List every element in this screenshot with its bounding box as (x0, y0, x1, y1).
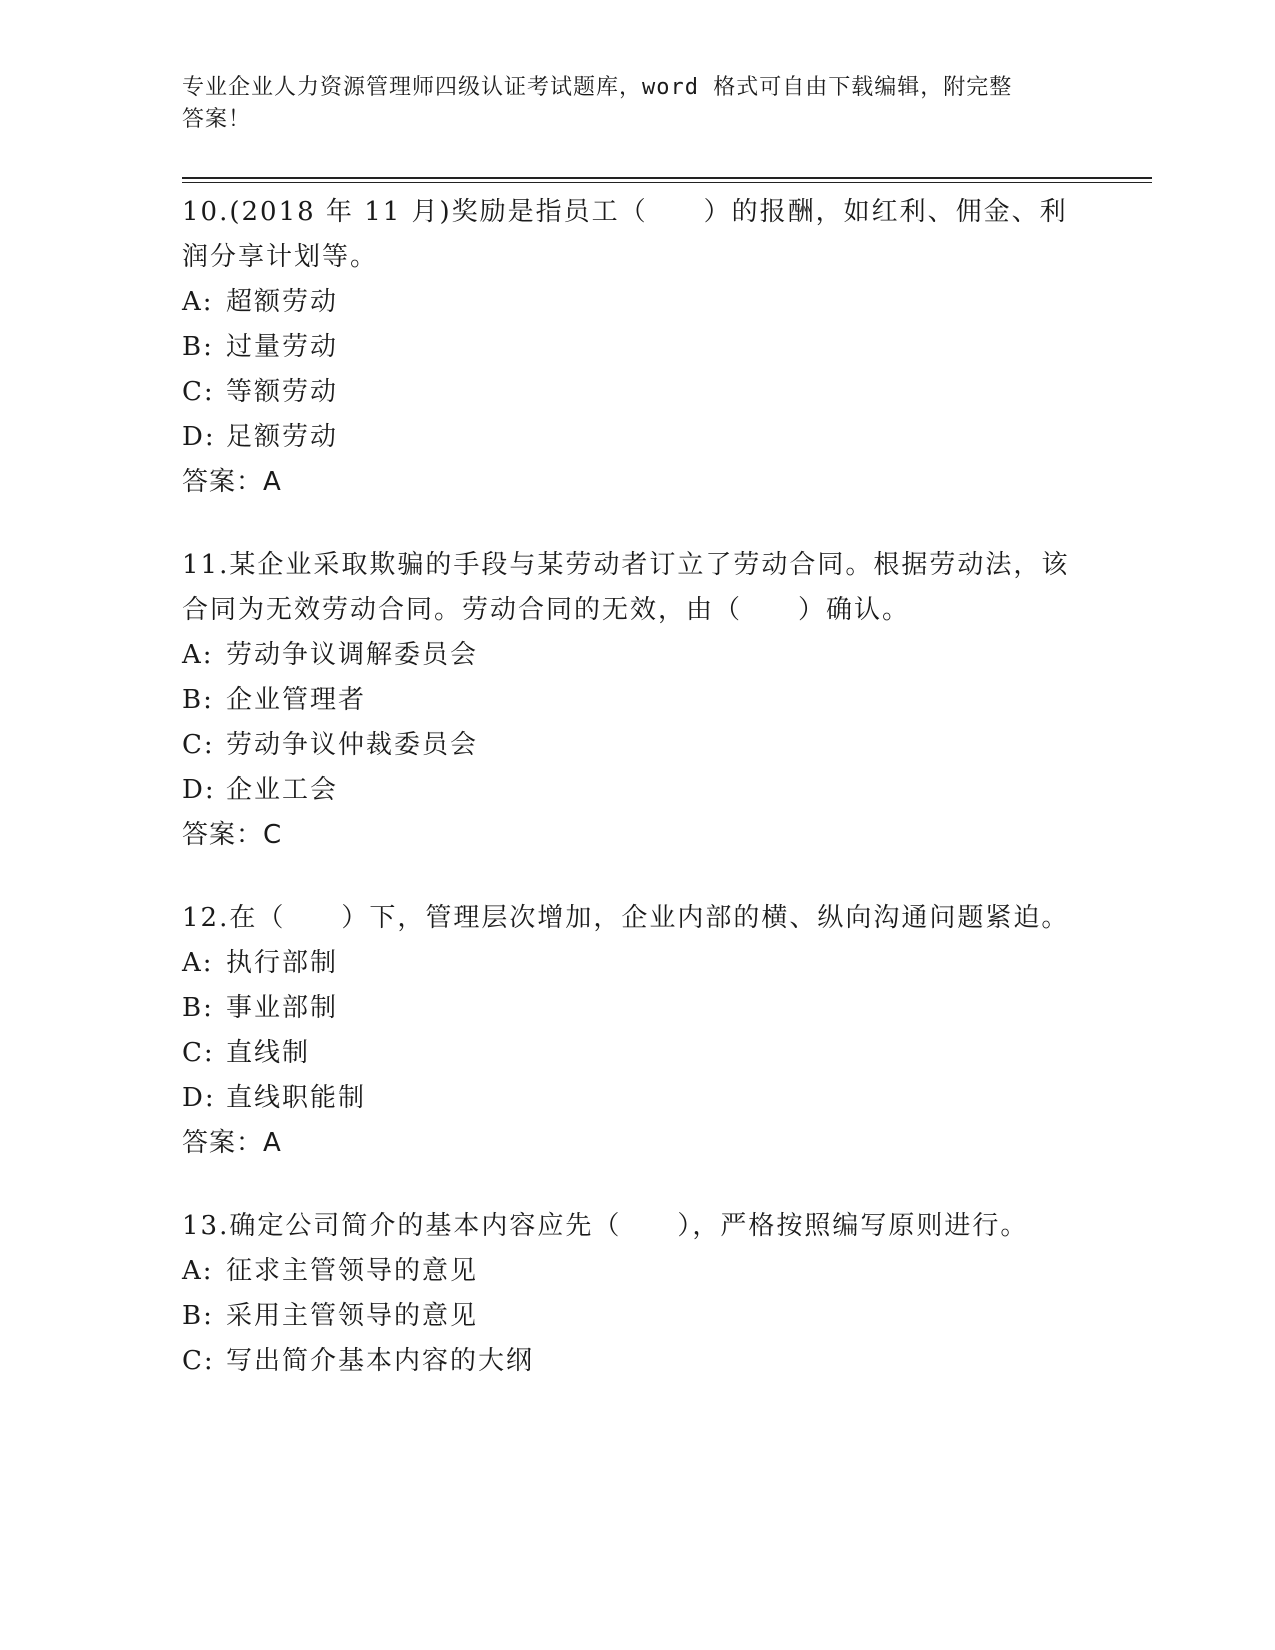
option-letter: D: (182, 1083, 216, 1113)
answer-line: 答案：A (182, 1128, 282, 1158)
question-10 (182, 190, 1082, 505)
option-a (182, 280, 1082, 325)
option-c (182, 723, 1082, 768)
option-letter: C: (182, 377, 215, 407)
option-text: 征求主管领导的意见 (226, 1256, 479, 1286)
option-letter: A: (182, 287, 214, 317)
option-text: 超额劳动 (226, 287, 339, 317)
option-a (182, 633, 1082, 678)
option-text: 等额劳动 (226, 377, 339, 407)
option-d (182, 415, 1082, 460)
header-divider-thin (182, 182, 1152, 183)
header-line-2: 答案！ (182, 107, 252, 132)
option-b (182, 678, 1082, 723)
header-line-1: 专业企业人力资源管理师四级认证考试题库，word 格式可自由下载编辑，附完整 (182, 75, 1013, 100)
option-text: 劳动争议仲裁委员会 (226, 730, 479, 760)
option-letter: A: (182, 1256, 214, 1286)
question-stem: 10.(2018 年 11 月)奖励是指员工（ ）的报酬，如红利、佣金、利润分享计划等。 (182, 197, 1068, 272)
option-a (182, 1249, 1082, 1294)
question-stem: 12.在（ ）下，管理层次增加，企业内部的横、纵向沟通问题紧迫。 (182, 903, 1070, 933)
option-text: 过量劳动 (226, 332, 339, 362)
header-divider-thick (182, 177, 1152, 179)
option-letter: B: (182, 685, 214, 715)
question-stem: 13.确定公司简介的基本内容应先（ ），严格按照编写原则进行。 (182, 1211, 1029, 1241)
question-12 (182, 896, 1082, 1166)
option-text: 写出简介基本内容的大纲 (226, 1346, 535, 1376)
option-letter: B: (182, 1301, 214, 1331)
option-letter: C: (182, 1038, 215, 1068)
option-text: 事业部制 (226, 993, 339, 1023)
option-c (182, 1031, 1082, 1076)
option-letter: B: (182, 993, 214, 1023)
option-c (182, 1339, 1082, 1384)
option-letter: C: (182, 1346, 215, 1376)
answer-line: 答案：A (182, 467, 282, 497)
option-b (182, 986, 1082, 1031)
document-header (182, 72, 1062, 136)
option-text: 企业工会 (226, 775, 339, 805)
option-text: 直线职能制 (226, 1083, 367, 1113)
option-letter: D: (182, 422, 216, 452)
option-letter: C: (182, 730, 215, 760)
option-text: 足额劳动 (226, 422, 339, 452)
question-11 (182, 543, 1082, 858)
option-text: 采用主管领导的意见 (226, 1301, 479, 1331)
question-list (182, 190, 1082, 1422)
option-d (182, 768, 1082, 813)
option-letter: A: (182, 640, 214, 670)
option-text: 劳动争议调解委员会 (226, 640, 479, 670)
option-b (182, 325, 1082, 370)
option-text: 企业管理者 (226, 685, 367, 715)
answer-line: 答案：C (182, 820, 283, 850)
option-a (182, 941, 1082, 986)
option-letter: B: (182, 332, 214, 362)
option-d (182, 1076, 1082, 1121)
option-text: 执行部制 (226, 948, 339, 978)
option-letter: D: (182, 775, 216, 805)
option-c (182, 370, 1082, 415)
option-b (182, 1294, 1082, 1339)
question-stem: 11.某企业采取欺骗的手段与某劳动者订立了劳动合同。根据劳动法，该合同为无效劳动合同。劳动合同的无效，由（ ）确认。 (182, 550, 1070, 625)
option-text: 直线制 (226, 1038, 311, 1068)
option-letter: A: (182, 948, 214, 978)
question-13 (182, 1204, 1082, 1384)
